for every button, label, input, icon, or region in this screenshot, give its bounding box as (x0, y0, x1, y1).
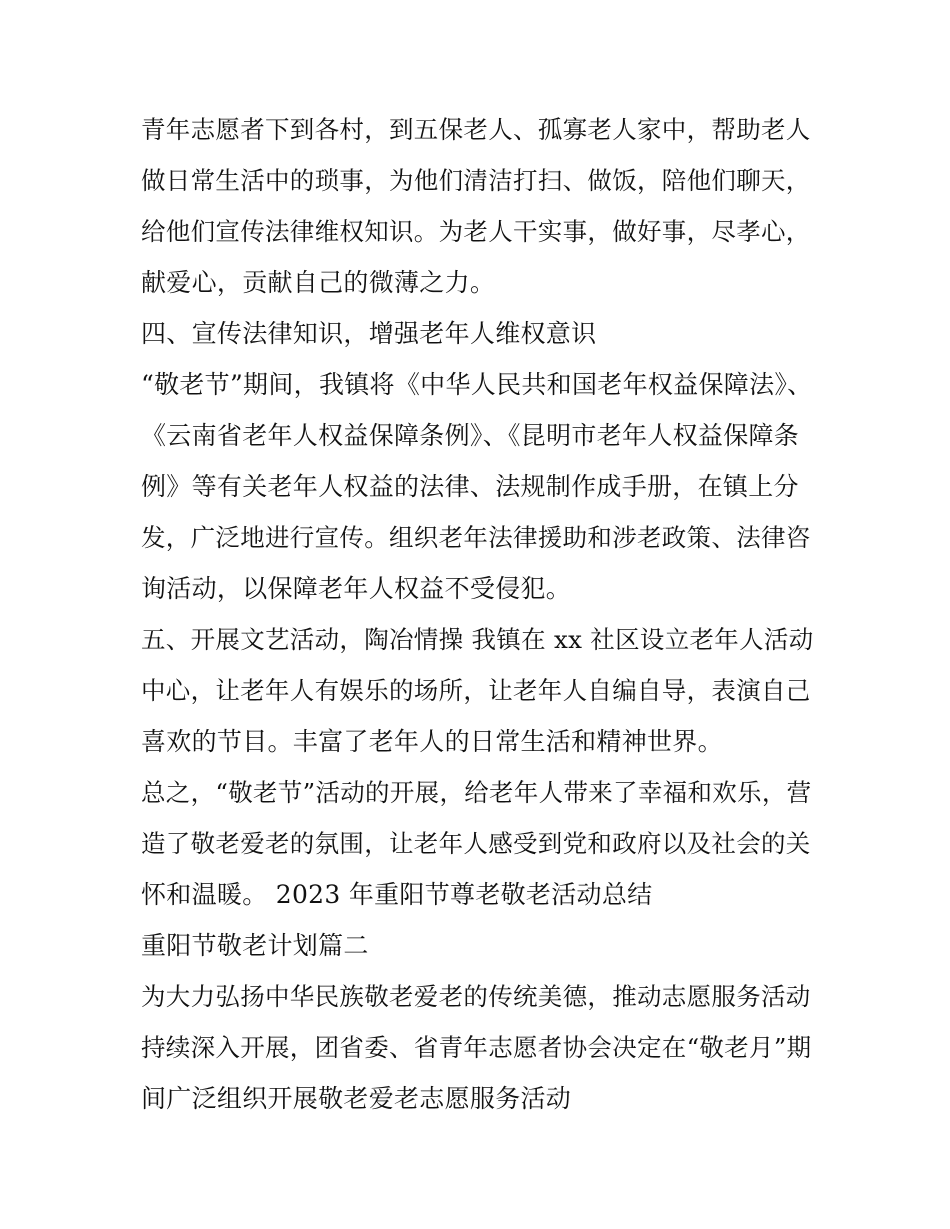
text-line: 《云南省老年人权益保障条例》、《昆明市老年人权益保障条 (141, 421, 800, 450)
text-line: 间广泛组织开展敬老爱老志愿服务活动 (141, 1084, 572, 1113)
text-line: 怀和温暖。 2023 年重阳节尊老敬老活动总结 (141, 880, 653, 909)
text-line: 中心，让老年人有娱乐的场所，让老年人自编自导，表演自己 (141, 676, 811, 705)
text-line: 献爱心，贡献自己的微薄之力。 (141, 268, 496, 297)
text-line: 持续深入开展，团省委、省青年志愿者协会决定在“敬老月”期 (141, 1033, 812, 1062)
text-line: 做日常生活中的琐事，为他们清洁打扫、做饭，陪他们聊天， (141, 166, 811, 195)
text-line: 发，广泛地进行宣传。组织老年法律援助和涉老政策、法律咨 (141, 523, 811, 552)
text-line: 总之，“敬老节”活动的开展，给老年人带来了幸福和欢乐，营 (141, 778, 812, 807)
document-body (141, 104, 821, 1124)
text-line: 造了敬老爱老的氛围，让老年人感受到党和政府以及社会的关 (141, 829, 811, 858)
section-heading: 五、开展文艺活动，陶冶情操 我镇在 xx 社区设立老年人活动 (141, 625, 814, 654)
text-line: 例》等有关老年人权益的法律、法规制作成手册，在镇上分 (141, 472, 799, 501)
text-line: 给他们宣传法律维权知识。为老人干实事，做好事，尽孝心， (141, 217, 811, 246)
section-heading: 重阳节敬老计划篇二 (141, 931, 369, 960)
text-line: 为大力弘扬中华民族敬老爱老的传统美德，推动志愿服务活动 (141, 982, 811, 1011)
section-heading: 四、宣传法律知识，增强老年人维权意识 (141, 319, 597, 348)
text-line: “敬老节”期间，我镇将《中华人民共和国老年权益保障法》、 (141, 370, 813, 399)
text-line: 询活动，以保障老年人权益不受侵犯。 (141, 574, 572, 603)
text-line: 青年志愿者下到各村，到五保老人、孤寡老人家中，帮助老人 (141, 115, 811, 144)
text-line: 喜欢的节目。丰富了老年人的日常生活和精神世界。 (141, 727, 723, 756)
